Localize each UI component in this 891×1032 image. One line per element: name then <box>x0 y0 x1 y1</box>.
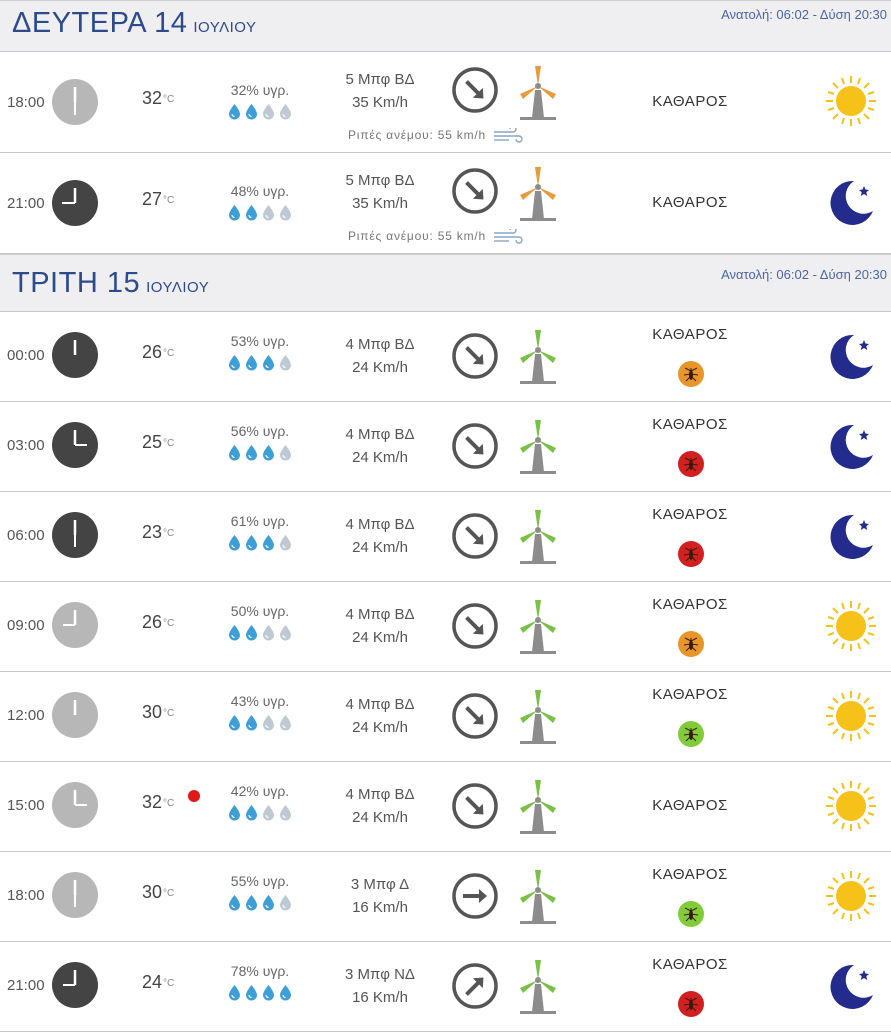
wind-turbine-icon <box>516 64 560 120</box>
wind-speed: 24 Km/h <box>352 359 408 376</box>
temp-value: 30 <box>142 702 163 722</box>
row-wind <box>320 423 440 469</box>
forecast-row <box>0 312 891 402</box>
row-temperature <box>142 432 202 453</box>
row-time: 00:00 <box>7 347 45 364</box>
weather-condition: ΚΑΘΑΡΟΣ <box>652 194 728 211</box>
temp-unit: °C <box>163 528 175 539</box>
arrow-down-right-icon <box>451 692 499 740</box>
row-time: 12:00 <box>7 707 45 724</box>
humidity-text: 32% υγρ. <box>230 82 290 98</box>
day-title <box>12 267 209 300</box>
night-clock-icon <box>52 332 98 378</box>
row-time: 15:00 <box>7 797 45 814</box>
humidity-text: 48% υγρ. <box>230 183 290 199</box>
row-time: 21:00 <box>7 195 45 212</box>
wind-gust <box>348 229 523 245</box>
row-humidity <box>215 333 305 371</box>
row-wind <box>320 693 440 739</box>
weather-condition: ΚΑΘΑΡΟΣ <box>652 326 728 343</box>
wind-speed: 35 Km/h <box>352 195 408 212</box>
wind-force: 4 Μπφ ΒΔ <box>345 336 415 353</box>
day-title <box>12 7 257 40</box>
temp-unit: °C <box>163 888 175 899</box>
night-clock-icon <box>52 962 98 1008</box>
alert-dot-icon[interactable] <box>188 790 200 802</box>
row-time: 09:00 <box>7 617 45 634</box>
arrow-down-right-icon <box>451 602 499 650</box>
wind-force: 5 Μπφ ΒΔ <box>345 172 415 189</box>
day-month: ΙΟΥΛΙΟΥ <box>146 279 210 296</box>
temp-unit: °C <box>163 708 175 719</box>
weather-condition: ΚΑΘΑΡΟΣ <box>652 416 728 433</box>
day-month: ΙΟΥΛΙΟΥ <box>193 19 257 36</box>
forecast-row <box>0 492 891 582</box>
row-humidity <box>215 423 305 461</box>
row-humidity <box>215 513 305 551</box>
temp-unit: °C <box>163 978 175 989</box>
row-humidity <box>215 603 305 641</box>
day-clock-icon <box>52 79 98 125</box>
wind-turbine-icon <box>516 778 560 834</box>
moon-icon <box>824 329 878 383</box>
temp-value: 26 <box>142 612 163 632</box>
wind-turbine-icon <box>516 508 560 564</box>
temp-unit: °C <box>163 94 175 105</box>
sun-icon <box>824 599 878 653</box>
row-humidity <box>215 82 305 120</box>
humidity-text: 78% υγρ. <box>230 963 290 979</box>
forecast-row <box>0 153 891 254</box>
row-wind <box>320 513 440 559</box>
arrow-down-right-icon <box>451 332 499 380</box>
wind-turbine-icon <box>516 598 560 654</box>
humidity-text: 61% υγρ. <box>230 513 290 529</box>
wind-speed: 24 Km/h <box>352 629 408 646</box>
mosquito-green-icon <box>678 901 704 927</box>
row-humidity <box>215 183 305 221</box>
humidity-text: 53% υγρ. <box>230 333 290 349</box>
sun-icon <box>824 779 878 833</box>
row-wind <box>320 68 440 114</box>
arrow-up-right-icon <box>451 962 499 1010</box>
moon-icon <box>824 509 878 563</box>
temp-unit: °C <box>163 438 175 449</box>
night-clock-icon <box>52 422 98 468</box>
wind-speed: 24 Km/h <box>352 449 408 466</box>
humidity-text: 43% υγρ. <box>230 693 290 709</box>
temp-value: 23 <box>142 522 163 542</box>
wind-speed: 35 Km/h <box>352 94 408 111</box>
night-clock-icon <box>52 180 98 226</box>
gust-text: Ριπές ανέμου: 55 km/h <box>348 229 487 244</box>
night-clock-icon <box>52 512 98 558</box>
wind-turbine-icon <box>516 418 560 474</box>
temp-value: 27 <box>142 189 163 209</box>
humidity-drops <box>215 204 305 221</box>
row-wind <box>320 963 440 1009</box>
temp-value: 24 <box>142 972 163 992</box>
row-temperature <box>142 522 202 543</box>
row-wind <box>320 603 440 649</box>
wind-speed: 24 Km/h <box>352 809 408 826</box>
wind-force: 4 Μπφ ΒΔ <box>345 786 415 803</box>
arrow-down-right-icon <box>451 167 499 215</box>
row-humidity <box>215 693 305 731</box>
wind-force: 3 Μπφ ΝΔ <box>345 966 415 983</box>
row-time: 03:00 <box>7 437 45 454</box>
humidity-text: 55% υγρ. <box>230 873 290 889</box>
weather-condition: ΚΑΘΑΡΟΣ <box>652 686 728 703</box>
wind-turbine-icon <box>516 868 560 924</box>
humidity-drops <box>215 103 305 120</box>
temp-value: 32 <box>142 88 163 108</box>
arrow-down-right-icon <box>451 512 499 560</box>
humidity-text: 50% υγρ. <box>230 603 290 619</box>
temp-value: 25 <box>142 432 163 452</box>
row-wind <box>320 783 440 829</box>
wind-gust-icon <box>493 128 523 144</box>
moon-icon <box>824 175 878 229</box>
day-name: ΤΡΙΤΗ 15 <box>12 267 141 299</box>
row-wind <box>320 873 440 919</box>
row-temperature <box>142 189 202 210</box>
forecast-row <box>0 852 891 942</box>
weather-condition: ΚΑΘΑΡΟΣ <box>652 93 728 110</box>
wind-force: 4 Μπφ ΒΔ <box>345 606 415 623</box>
weather-condition: ΚΑΘΑΡΟΣ <box>652 797 728 814</box>
row-temperature <box>142 612 202 633</box>
sun-icon <box>824 689 878 743</box>
weather-condition: ΚΑΘΑΡΟΣ <box>652 956 728 973</box>
humidity-drops <box>215 534 305 551</box>
row-wind <box>320 333 440 379</box>
sunrise-sunset: Ανατολή: 06:02 - Δύση 20:30 <box>721 267 887 282</box>
day-clock-icon <box>52 782 98 828</box>
humidity-text: 56% υγρ. <box>230 423 290 439</box>
temp-value: 26 <box>142 342 163 362</box>
weather-condition: ΚΑΘΑΡΟΣ <box>652 596 728 613</box>
arrow-down-right-icon <box>451 422 499 470</box>
row-time: 21:00 <box>7 977 45 994</box>
sun-icon <box>824 74 878 128</box>
wind-force: 5 Μπφ ΒΔ <box>345 71 415 88</box>
wind-force: 3 Μπφ Δ <box>350 876 410 893</box>
wind-gust <box>348 128 523 144</box>
day-clock-icon <box>52 872 98 918</box>
day-name: ΔΕΥΤΕΡΑ 14 <box>12 7 188 39</box>
forecast-row <box>0 402 891 492</box>
weather-condition: ΚΑΘΑΡΟΣ <box>652 866 728 883</box>
temp-unit: °C <box>163 348 175 359</box>
humidity-drops <box>215 894 305 911</box>
humidity-drops <box>215 444 305 461</box>
arrow-down-right-icon <box>451 66 499 114</box>
wind-speed: 16 Km/h <box>352 989 408 1006</box>
forecast-row <box>0 942 891 1032</box>
day-header-monday <box>0 0 891 52</box>
moon-icon <box>824 959 878 1013</box>
day-clock-icon <box>52 692 98 738</box>
humidity-drops <box>215 714 305 731</box>
row-temperature <box>142 342 202 363</box>
mosquito-red-icon <box>678 541 704 567</box>
forecast-row <box>0 52 891 153</box>
row-humidity <box>215 873 305 911</box>
wind-turbine-icon <box>516 958 560 1014</box>
mosquito-red-icon <box>678 451 704 477</box>
wind-force: 4 Μπφ ΒΔ <box>345 516 415 533</box>
arrow-right-icon <box>451 872 499 920</box>
gust-text: Ριπές ανέμου: 55 km/h <box>348 128 487 143</box>
humidity-drops <box>215 804 305 821</box>
wind-force: 4 Μπφ ΒΔ <box>345 696 415 713</box>
weather-condition: ΚΑΘΑΡΟΣ <box>652 506 728 523</box>
humidity-drops <box>215 984 305 1001</box>
row-time: 18:00 <box>7 94 45 111</box>
temp-unit: °C <box>163 798 175 809</box>
row-wind <box>320 169 440 215</box>
mosquito-green-icon <box>678 721 704 747</box>
row-temperature <box>142 882 202 903</box>
wind-turbine-icon <box>516 328 560 384</box>
wind-speed: 24 Km/h <box>352 539 408 556</box>
day-header-tuesday <box>0 254 891 312</box>
temp-unit: °C <box>163 195 175 206</box>
mosquito-orange-icon <box>678 361 704 387</box>
wind-speed: 24 Km/h <box>352 719 408 736</box>
arrow-down-right-icon <box>451 782 499 830</box>
humidity-drops <box>215 624 305 641</box>
wind-turbine-icon <box>516 165 560 221</box>
row-temperature <box>142 702 202 723</box>
mosquito-red-icon <box>678 991 704 1017</box>
wind-force: 4 Μπφ ΒΔ <box>345 426 415 443</box>
temp-value: 30 <box>142 882 163 902</box>
sunrise-sunset: Ανατολή: 06:02 - Δύση 20:30 <box>721 7 887 22</box>
humidity-text: 42% υγρ. <box>230 783 290 799</box>
temp-value: 32 <box>142 792 163 812</box>
forecast-row <box>0 762 891 852</box>
wind-gust-icon <box>493 229 523 245</box>
temp-unit: °C <box>163 618 175 629</box>
mosquito-orange-icon <box>678 631 704 657</box>
wind-speed: 16 Km/h <box>352 899 408 916</box>
row-time: 18:00 <box>7 887 45 904</box>
humidity-drops <box>215 354 305 371</box>
day-clock-icon <box>52 602 98 648</box>
row-humidity <box>215 963 305 1001</box>
moon-icon <box>824 419 878 473</box>
row-time: 06:00 <box>7 527 45 544</box>
forecast-row <box>0 582 891 672</box>
row-temperature <box>142 972 202 993</box>
row-humidity <box>215 783 305 821</box>
row-temperature <box>142 88 202 109</box>
wind-turbine-icon <box>516 688 560 744</box>
forecast-row <box>0 672 891 762</box>
sun-icon <box>824 869 878 923</box>
